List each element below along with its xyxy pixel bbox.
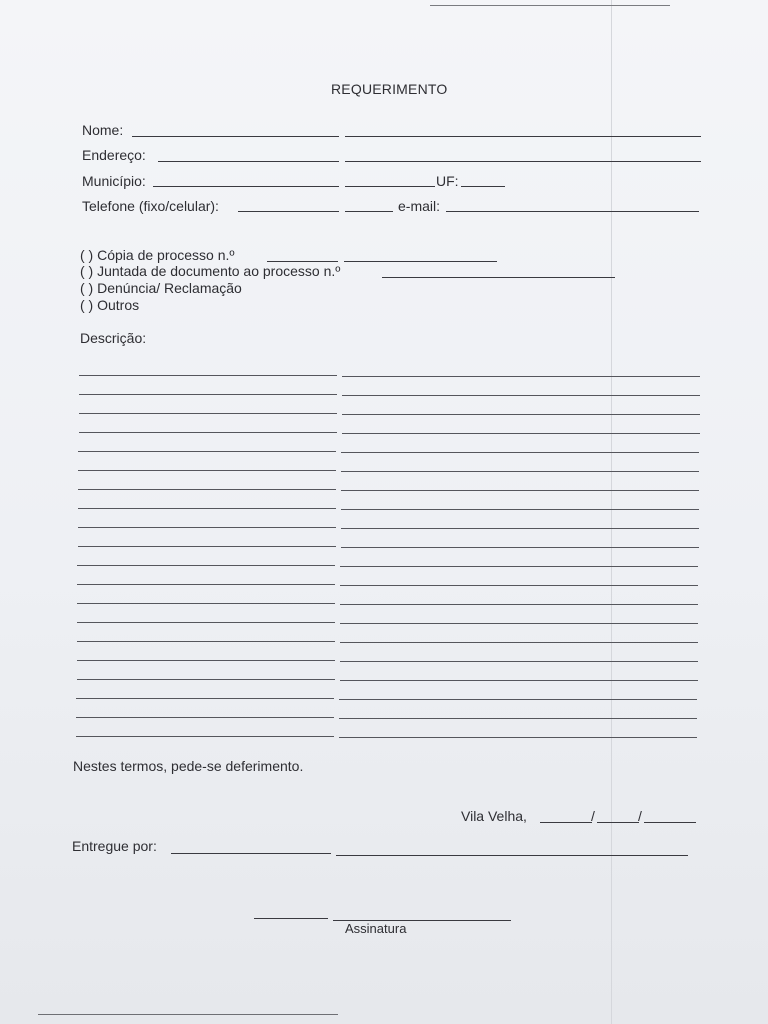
- date-year-line[interactable]: [644, 822, 696, 823]
- descricao-line[interactable]: [78, 546, 336, 547]
- descricao-line[interactable]: [78, 451, 336, 452]
- endereco-line[interactable]: [158, 161, 339, 162]
- descricao-line[interactable]: [341, 547, 699, 548]
- descricao-line[interactable]: [340, 623, 698, 624]
- email-label: e-mail:: [398, 198, 441, 214]
- date-day-line[interactable]: [540, 822, 592, 823]
- descricao-line[interactable]: [340, 566, 698, 567]
- entregue-por-label: Entregue por:: [72, 838, 157, 854]
- place-label: Vila Velha,: [461, 808, 527, 824]
- telefone-line[interactable]: [345, 211, 393, 212]
- option-juntada-documento[interactable]: ( ) Juntada de documento ao processo n.º: [80, 263, 341, 279]
- descricao-line[interactable]: [78, 489, 336, 490]
- descricao-line[interactable]: [341, 528, 699, 529]
- descricao-line[interactable]: [76, 736, 334, 737]
- descricao-line[interactable]: [342, 395, 700, 396]
- nome-line[interactable]: [132, 136, 339, 137]
- municipio-label: Município:: [82, 173, 146, 189]
- descricao-line[interactable]: [79, 413, 337, 414]
- descricao-line[interactable]: [342, 414, 700, 415]
- descricao-line[interactable]: [339, 699, 697, 700]
- nome-line[interactable]: [345, 136, 701, 137]
- paper-crease: [611, 0, 612, 1024]
- descricao-line[interactable]: [340, 642, 698, 643]
- municipio-line[interactable]: [345, 186, 435, 187]
- descricao-line[interactable]: [340, 680, 698, 681]
- option-outros[interactable]: ( ) Outros: [80, 297, 140, 313]
- date-separator: /: [591, 808, 595, 824]
- signature-line[interactable]: [254, 918, 328, 919]
- entregue-por-line[interactable]: [171, 853, 331, 854]
- descricao-line[interactable]: [79, 432, 337, 433]
- descricao-line[interactable]: [77, 622, 335, 623]
- descricao-line[interactable]: [341, 490, 699, 491]
- descricao-line[interactable]: [77, 584, 335, 585]
- option-copia-processo[interactable]: ( ) Cópia de processo n.º: [80, 247, 235, 263]
- endereco-line[interactable]: [345, 161, 701, 162]
- form-title: REQUERIMENTO: [331, 81, 448, 97]
- closing-text: Nestes termos, pede-se deferimento.: [73, 758, 304, 774]
- descricao-line[interactable]: [78, 508, 336, 509]
- uf-label: UF:: [436, 173, 459, 189]
- option-denuncia-reclamacao[interactable]: ( ) Denúncia/ Reclamação: [80, 280, 242, 296]
- processo-number-line[interactable]: [344, 261, 497, 262]
- descricao-line[interactable]: [76, 717, 334, 718]
- descricao-line[interactable]: [77, 679, 335, 680]
- descricao-line[interactable]: [339, 718, 697, 719]
- juntada-number-line[interactable]: [382, 277, 615, 278]
- descricao-line[interactable]: [79, 375, 337, 376]
- entregue-por-line[interactable]: [336, 855, 688, 856]
- descricao-label: Descrição:: [80, 330, 147, 346]
- paper-edge-line: [430, 5, 670, 6]
- nome-label: Nome:: [82, 122, 124, 138]
- uf-line[interactable]: [461, 186, 505, 187]
- processo-number-line[interactable]: [267, 261, 338, 262]
- descricao-line[interactable]: [77, 565, 335, 566]
- descricao-line[interactable]: [79, 394, 337, 395]
- descricao-line[interactable]: [340, 585, 698, 586]
- descricao-line[interactable]: [342, 376, 700, 377]
- date-month-line[interactable]: [597, 822, 639, 823]
- date-separator: /: [638, 808, 642, 824]
- descricao-line[interactable]: [340, 661, 698, 662]
- descricao-line[interactable]: [77, 603, 335, 604]
- descricao-line[interactable]: [77, 660, 335, 661]
- descricao-line[interactable]: [339, 737, 697, 738]
- descricao-line[interactable]: [341, 452, 699, 453]
- descricao-line[interactable]: [78, 527, 336, 528]
- descricao-line[interactable]: [76, 698, 334, 699]
- signature-label: Assinatura: [345, 921, 407, 936]
- descricao-line[interactable]: [340, 604, 698, 605]
- descricao-line[interactable]: [78, 470, 336, 471]
- municipio-line[interactable]: [153, 186, 339, 187]
- paper-edge-line: [38, 1014, 338, 1015]
- endereco-label: Endereço:: [82, 147, 146, 163]
- telefone-line[interactable]: [238, 211, 339, 212]
- descricao-line[interactable]: [342, 433, 700, 434]
- descricao-line[interactable]: [77, 641, 335, 642]
- telefone-label: Telefone (fixo/celular):: [82, 198, 219, 214]
- descricao-line[interactable]: [341, 509, 699, 510]
- descricao-line[interactable]: [341, 471, 699, 472]
- email-line[interactable]: [446, 211, 699, 212]
